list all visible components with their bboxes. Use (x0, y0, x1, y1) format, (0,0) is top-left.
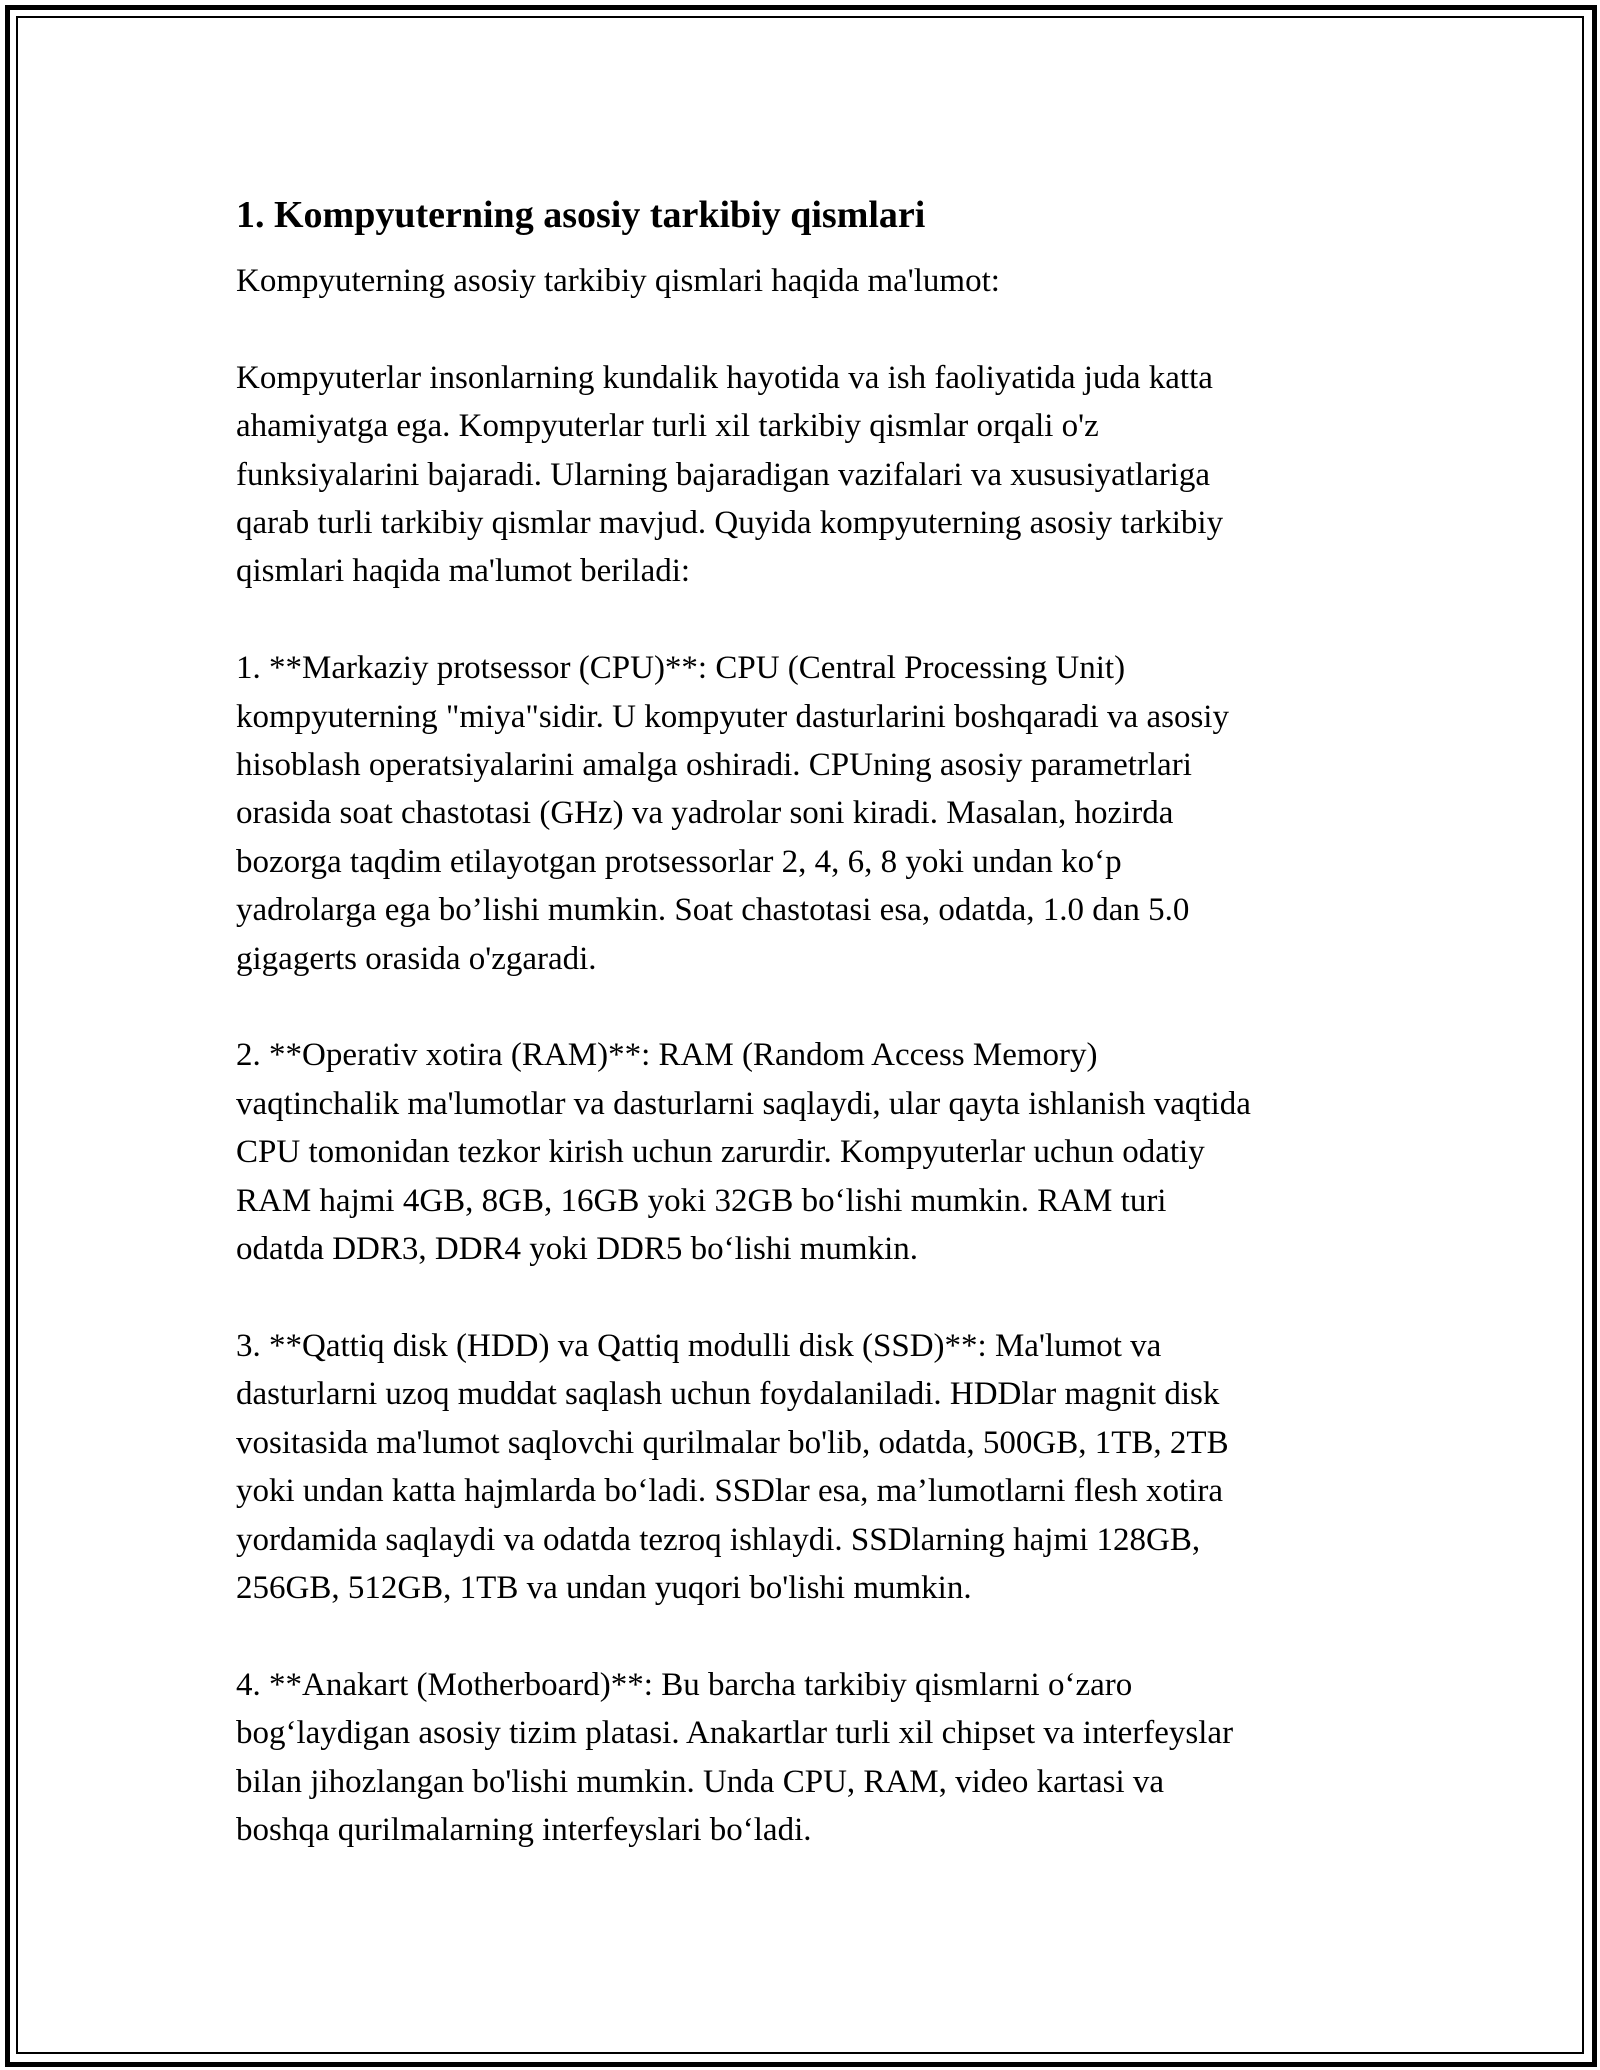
storage-paragraph: 3. **Qattiq disk (HDD) va Qattiq modulli disk (SSD)**: Ma'lumot va dasturlarni uzoq muddat saqlash uchun foydalaniladi. HDDlar magnit disk vositasida ma'lumot saqlovchi qurilmalar bo'lib, odatda, 500GB, 1TB, 2TB yoki undan katta hajmlarda boʻladi. SSDlar esa, ma’lumotlarni flesh xotira yordamida saqlaydi va odatda tezroq ishlaydi. SSDlarning hajmi 128GB, 256GB, 512GB, 1TB va undan yuqori bo'lishi mumkin. (236, 1327, 1229, 1606)
cpu-paragraph: 1. **Markaziy protsessor (CPU)**: CPU (Central Processing Unit) kompyuterning "miya"sidir. U kompyuter dasturlarini boshqaradi va asosiy hisoblash operatsiyalarini amalga oshiradi. CPUning asosiy parametrlari orasida soat chastotasi (GHz) va yadrolar soni kiradi. Masalan, hozirda bozorga taqdim etilayotgan protsessorlar 2, 4, 6, 8 yoki undan koʻp yadrolarga ega bo’lishi mumkin. Soat chastotasi esa, odatda, 1.0 dan 5.0 gigagerts orasida o'zgaradi. (236, 650, 1229, 977)
overview-paragraph: Kompyuterlar insonlarning kundalik hayotida va ish faoliyatida juda katta ahamiyatga ega. Kompyuterlar turli xil tarkibiy qismlar orqali o'z funksiyalarini bajaradi. Ularning bajaradigan vazifalari va xususiyatlariga qarab turli tarkibiy qismlar mavjud. Quyida kompyuterning asosiy tarkibiy qismlari haqida ma'lumot beriladi: (236, 359, 1224, 590)
motherboard-paragraph: 4. **Anakart (Motherboard)**: Bu barcha tarkibiy qismlarni oʻzaro bogʻlaydigan asosiy tizim platasi. Anakartlar turli xil chipset va interfeyslar bilan jihozlangan bo'lishi mumkin. Unda CPU, RAM, video kartasi va boshqa qurilmalarning interfeyslari boʻladi. (236, 1666, 1234, 1848)
document-title: 1. Kompyuterning asosiy tarkibiy qismlari (236, 194, 926, 236)
document-body (236, 185, 1386, 1903)
ram-paragraph: 2. **Operativ xotira (RAM)**: RAM (Random Access Memory) vaqtinchalik ma'lumotlar va dasturlarni saqlaydi, ular qayta ishlanish vaqtida CPU tomonidan tezkor kirish uchun zarurdir. Kompyuterlar uchun odatiy RAM hajmi 4GB, 8GB, 16GB yoki 32GB boʻlishi mumkin. RAM turi odatda DDR3, DDR4 yoki DDR5 boʻlishi mumkin. (236, 1037, 1251, 1268)
intro-paragraph: Kompyuterning asosiy tarkibiy qismlari haqida ma'lumot: (236, 263, 1000, 299)
